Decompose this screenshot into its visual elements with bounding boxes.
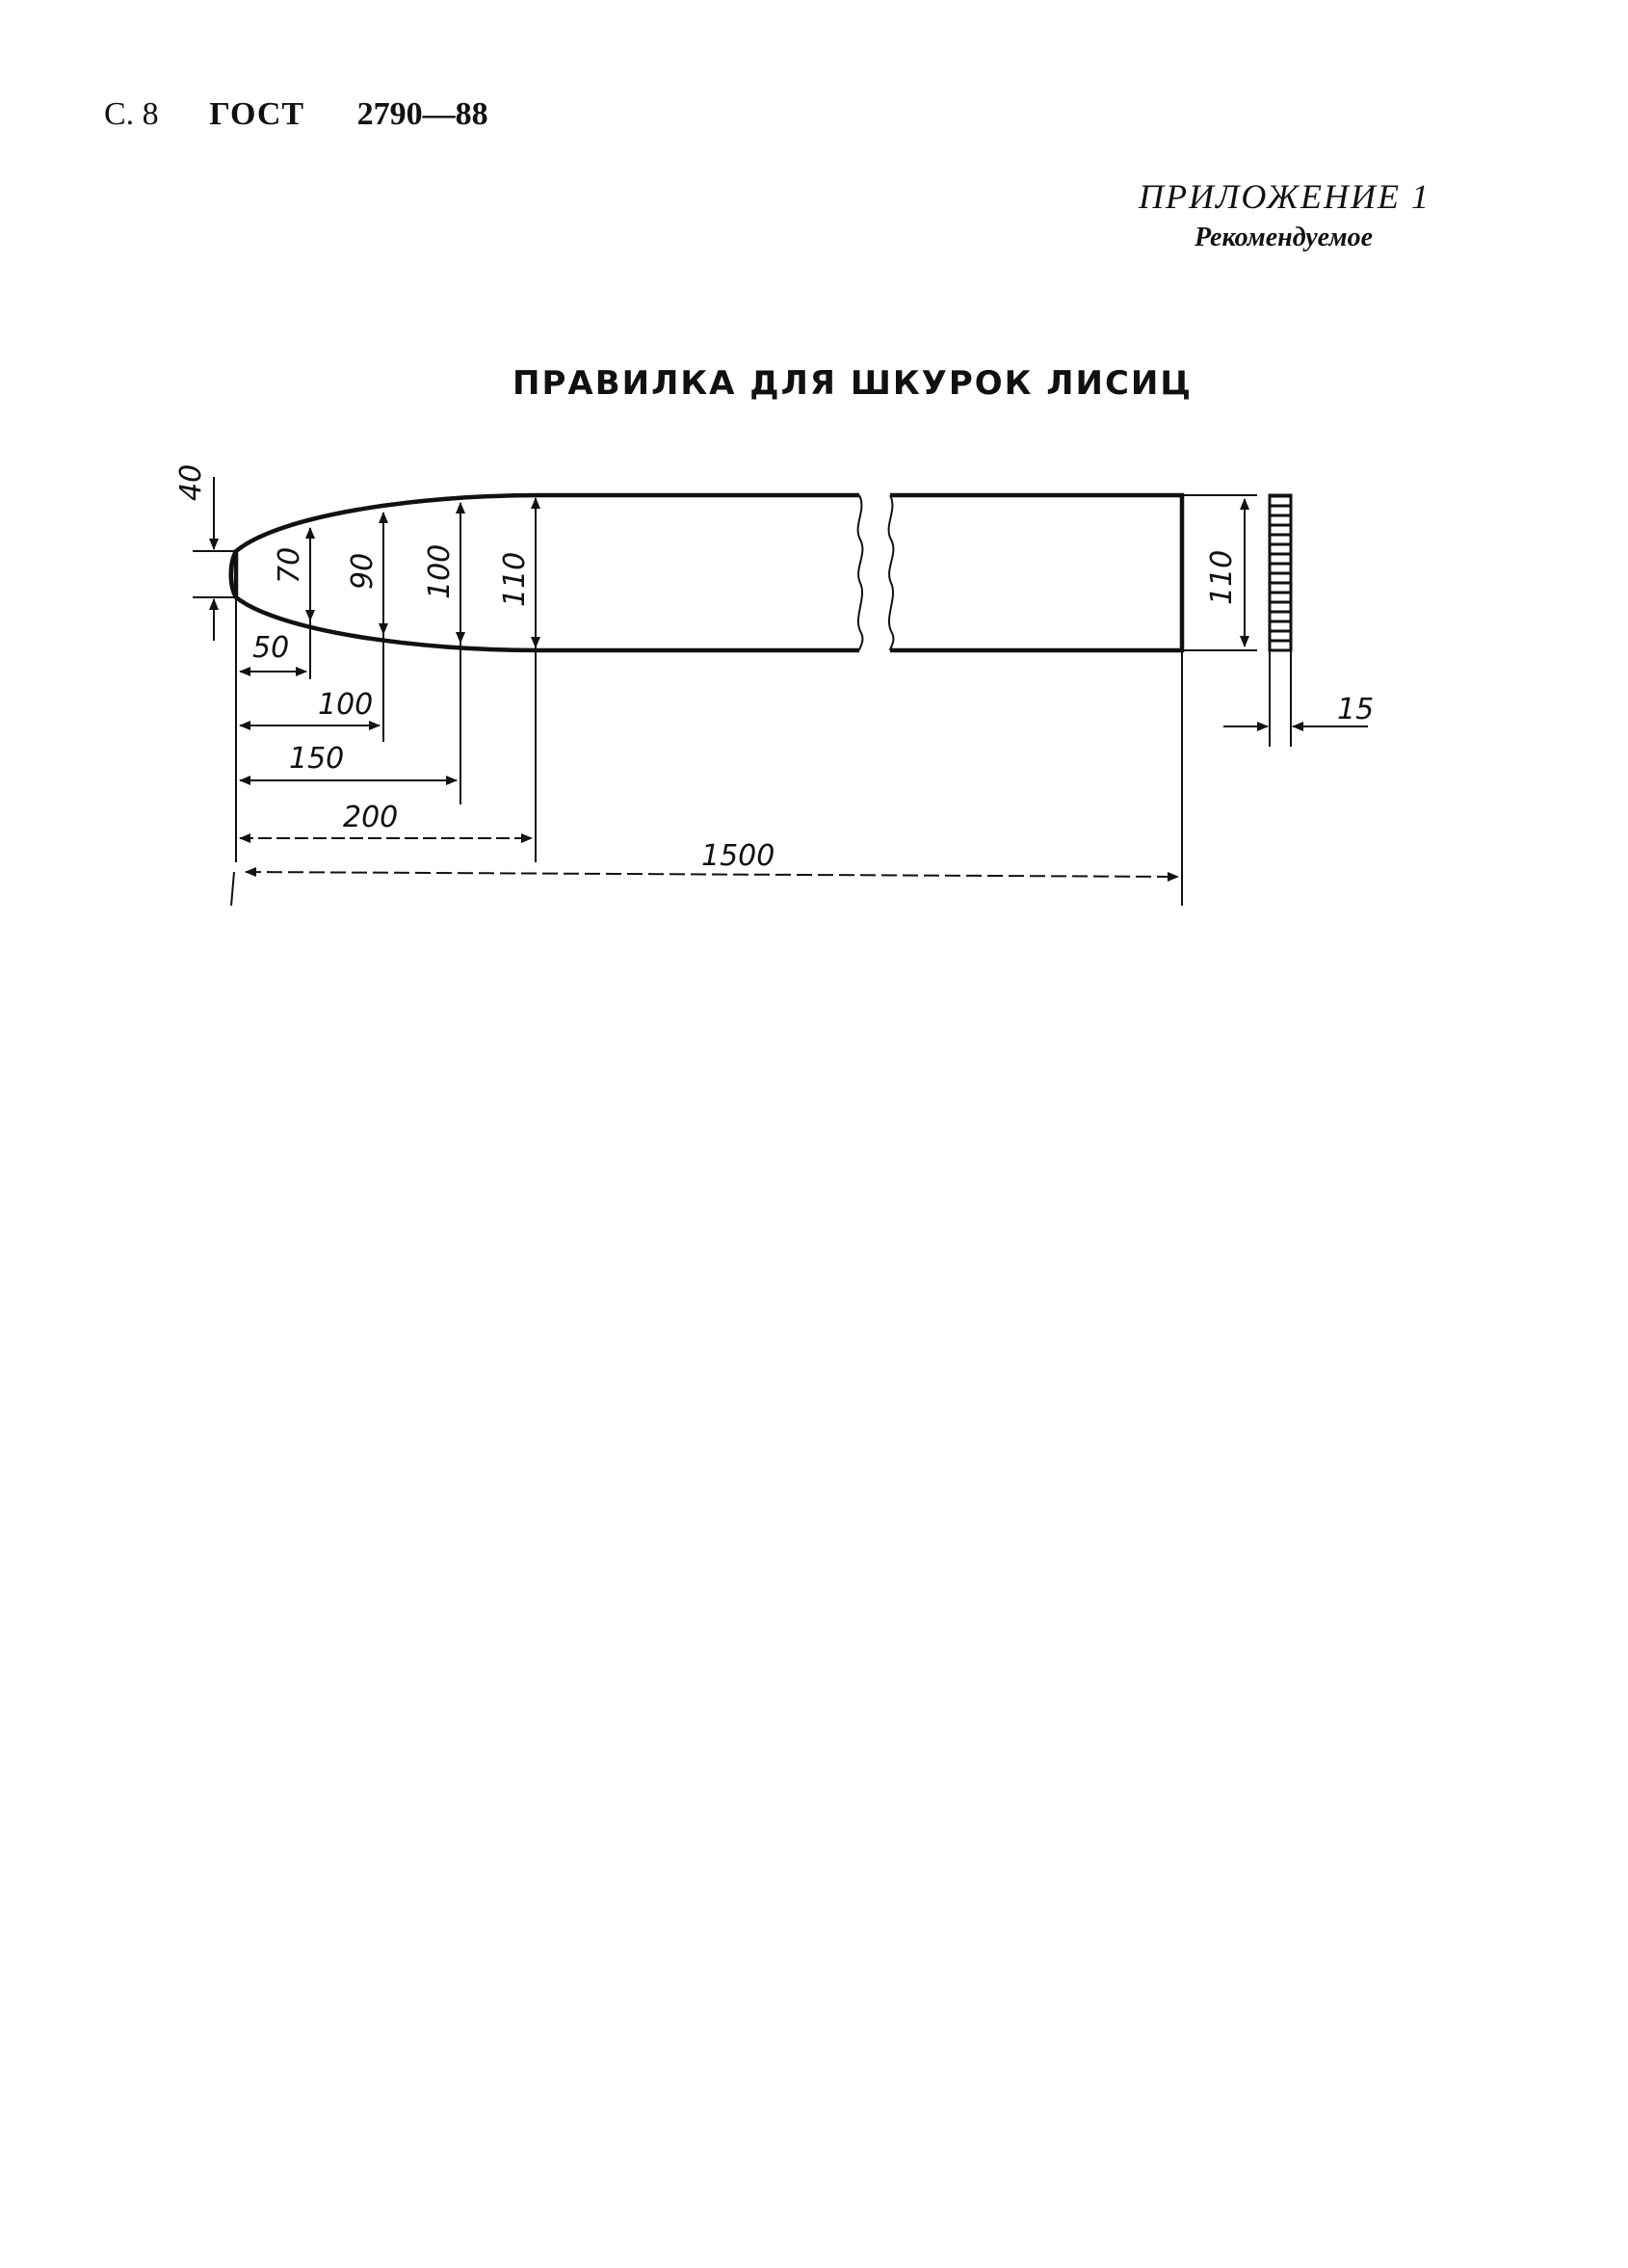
dim-end-width: 110 [1205,549,1239,605]
dim-length-150: 150 [289,742,345,776]
dim-width-110: 110 [498,551,532,607]
dim-width-100: 100 [423,543,457,599]
break-line-right [889,495,894,650]
dim-length-100: 100 [318,688,374,722]
standard-number: 2790—88 [356,96,488,132]
drawing-title: ПРАВИЛКА ДЛЯ ШКУРОК ЛИСИЦ [512,364,1193,403]
standard-label: ГОСТ [209,96,305,132]
appendix-title: ПРИЛОЖЕНИЕ 1 [1139,177,1431,216]
dim-length-1500: 1500 [701,839,775,873]
body-nose-outline [236,495,859,650]
appendix-subtitle: Рекомендуемое [1194,223,1373,252]
dim-width-90: 90 [346,552,380,590]
len-ext-origin-lower [231,872,234,906]
end-section-hatch [1270,495,1291,650]
break-line-left [858,495,863,650]
dim-width-70: 70 [273,546,306,584]
dim-length-50: 50 [252,631,290,665]
dim-length-200: 200 [343,801,399,834]
page-number: С. 8 [104,96,159,132]
dim-thickness: 15 [1337,693,1375,726]
body-right-outline [890,495,1182,650]
dim-tip-width: 40 [174,463,208,501]
